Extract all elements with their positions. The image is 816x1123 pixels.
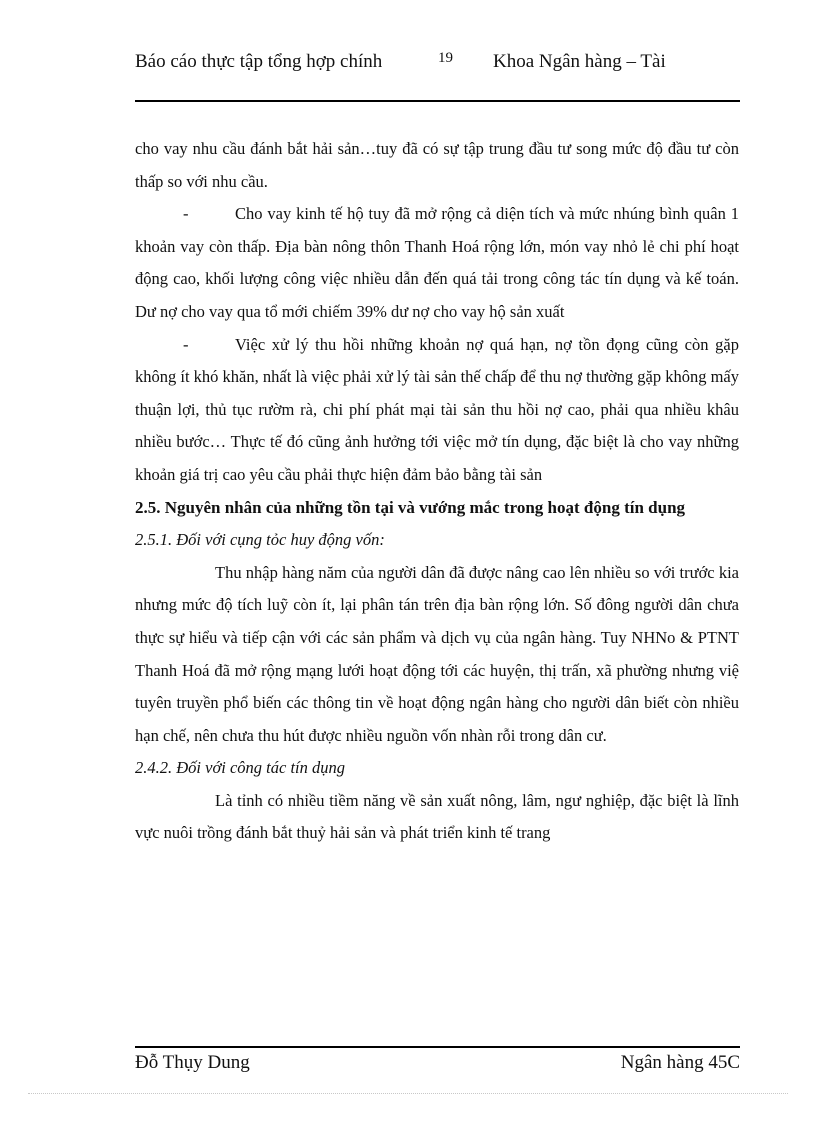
subsection-heading-242: 2.4.2. Đối với công tác tín dụng — [135, 758, 345, 778]
bullet-paragraph-2 — [135, 329, 739, 492]
page-bottom-divider — [28, 1093, 788, 1094]
paragraph-continuation: cho vay nhu cầu đánh bắt hải sản…tuy đã có sự tập trung đầu tư song mức độ đầu tư còn thấp so với nhu cầu. — [135, 139, 739, 191]
page-number: 19 — [438, 50, 453, 66]
report-title: Báo cáo thực tập tổng hợp chính — [135, 51, 383, 72]
paragraph-credit: Là tỉnh có nhiều tiềm năng về sản xuất nông, lâm, ngư nghiệp, đặc biệt là lĩnh vực nuôi trồng đánh bắt thuỷ hải sản và phát triển kinh tế trang — [135, 790, 739, 843]
faculty-name: Khoa Ngân hàng – Tài — [493, 51, 666, 72]
author-name: Đỗ Thụy Dung — [135, 1052, 250, 1073]
page-body — [135, 133, 739, 850]
page-footer — [135, 1046, 740, 1078]
bullet-text-1: Cho vay kinh tế hộ tuy đã mở rộng cả diện tích và mức nhúng bình quân 1 khoản vay còn thấp. Địa bàn nông thôn Thanh Hoá rộng lớn, món vay nhỏ lẻ chi phí hoạt động cao, khối lượng công việc nhiều dẫn đến quá tải trong công tác tín dụng và kế toán. Dư nợ cho vay qua tổ mới chiếm 39% dư nợ cho vay hộ sản xuất — [135, 204, 739, 321]
bullet-dash: - — [183, 334, 189, 354]
bullet-text-2: Việc xử lý thu hồi những khoản nợ quá hạn, nợ tồn đọng cũng còn gặp không ít khó khăn, nhất là việc phải xử lý tài sản thế chấp để thu nợ thường gặp không mấy thuận lợi, thủ tục rườm rà, chi phí phát mại tài sản thu hồi nợ cao, phải qua nhiều khâu nhiều bước… Thực tế đó cũng ảnh hưởng tới việc mở tín dụng, đặc biệt là cho vay những khoản giá trị cao yêu cầu phải thực hiện đảm bảo bằng tài sản — [135, 334, 740, 484]
bullet-paragraph-1 — [135, 198, 739, 328]
paragraph-capital-mobilization: Thu nhập hàng năm của người dân đã được nâng cao lên nhiều so với trước kia nhưng mức độ tích luỹ còn ít, lại phân tán trên địa bàn rộng lớn. Số đông người dân chưa thực sự hiểu và tiếp cận với các sản phẩm và dịch vụ của ngân hàng. Tuy NHNo & PTNT Thanh Hoá đã mở rộng mạng lưới hoạt động tới các huyện, thị trấn, xã phường nhưng việ tuyên truyền phổ biến các thông tin về hoạt động ngân hàng cho người dân biết còn nhiều hạn chế, nên chưa thu hút được nhiều nguồn vốn nhàn rỗi trong dân cư. — [135, 562, 739, 745]
section-heading: 2.5. Nguyên nhân của những tồn tại và vướng mắc trong hoạt động tín dụng — [135, 497, 686, 517]
page-header — [135, 46, 740, 102]
subsection-heading-251: 2.5.1. Đối với cụng tỏc huy động vốn: — [135, 530, 385, 550]
class-name: Ngân hàng 45C — [620, 1052, 740, 1073]
bullet-dash: - — [183, 204, 189, 224]
